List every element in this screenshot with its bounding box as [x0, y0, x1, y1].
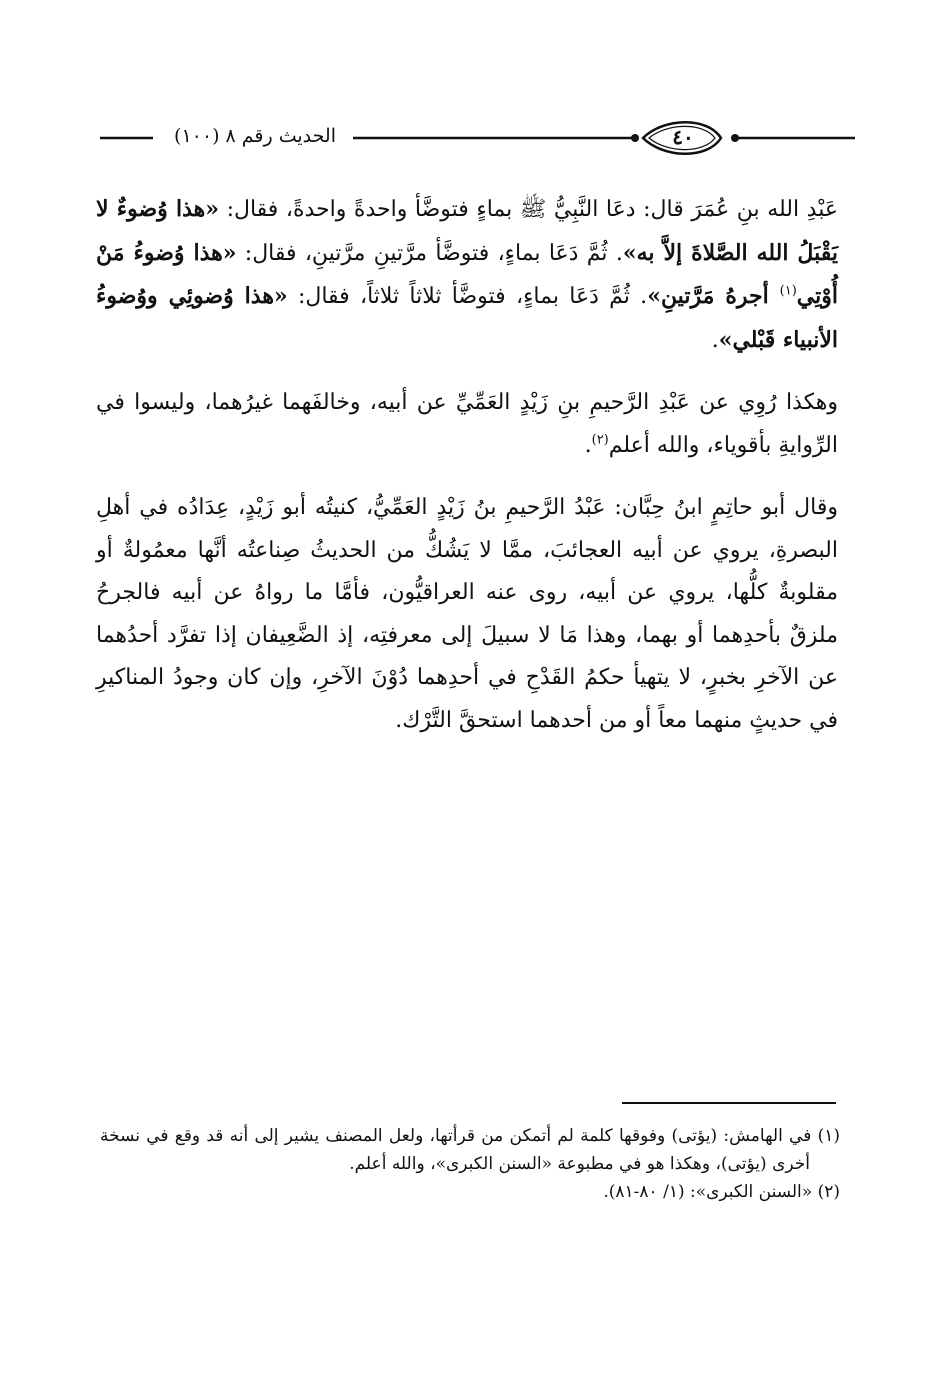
hadith-quote-3: «هذا وُضوئِي ووُضوءُ الأنبياء قَبْلي»: [96, 283, 838, 353]
hadith-quote-2b: أجرهُ مَرَّتينِ»: [647, 283, 780, 309]
paragraph-1-text-a: عَبْدِ الله بنِ عُمَرَ قال: دعَا النَّبِيُّ ﷺ بماءٍ فتوضَّأ واحدةً واحدةً، فقال:: [219, 197, 838, 222]
footnote-1: (١) في الهامش: (يؤتى) وفوقها كلمة لم أتمكن من قرأتها، ولعل المصنف يشير إلى أنه قد وقع في نسخة أخرى (يؤتى)، وهكذا هو في مطبوعة «السنن الكبرى»، والله أعلم.: [100, 1126, 840, 1174]
footnote-ref-1[interactable]: (١): [779, 283, 797, 299]
paragraph-3: [96, 487, 838, 742]
page-header: [95, 112, 855, 160]
paragraph-1-end: .: [711, 327, 719, 353]
running-title: الحديث رقم ٨ (١٠٠): [174, 125, 336, 147]
page-number: ٤٠: [672, 125, 694, 149]
footnote-2: (٢) «السنن الكبرى»: (١/ ٨٠-٨١).: [603, 1182, 840, 1202]
paragraph-2-text: وهكذا رُوِي عن عَبْدِ الرَّحيمِ بنِ زَيْدٍ العَمِّيِّ عن أبيه، وخالفَهما غيرُهما، وليسوا في الرِّوايةِ بأقوياء، والله أعلم: [96, 390, 838, 458]
paragraph-1-text-b: . ثُمَّ دَعَا بماءٍ، فتوضَّأ مرَّتينِ مرَّتينِ، فقال:: [236, 240, 623, 266]
footnote-divider: [622, 1102, 836, 1104]
footnotes: [100, 1122, 840, 1206]
paragraph-1-text-c: . ثُمَّ دَعَا بماءٍ، فتوضَّأ ثلاثاً ثلاثاً، فقال:: [287, 284, 648, 309]
footnote-ref-2[interactable]: (٢): [591, 432, 609, 448]
hadith-quote-2a: «هذا وُضوءُ مَنْ أُوْتِي: [96, 239, 838, 309]
paragraph-1: [96, 188, 838, 362]
paragraph-2-end: .: [584, 432, 592, 458]
paragraph-2: [96, 382, 838, 467]
main-text: [96, 188, 838, 742]
paragraph-3-text: وقال أبو حاتِمٍ ابنُ حِبَّان: عَبْدُ الرَّحيمِ بنُ زَيْدٍ العَمِّيُّ، كنيتُه أبو زَيْدٍ، عِدَادُه في أهلِ البصرةِ، يروي عن أبيه العجائبَ، ممَّا لا يَشُكُّ من الحديثُ صِناعتُه أنَّها معمُولةٌ أو مقلوبةٌ كلُّها، يروي عن أبيه، روى عنه العراقيُّون، فأمَّا ما رواهُ عن أبيه فالجرحُ ملزقٌ بأحدِهما أو بهما، وهذا مَا لا سبيلَ إلى معرفتِه، إذ الضَّعِيفان إذا تفرَّد أحدُهما عن الآخرِ بخبرٍ، لا يتهيأ حكمُ القَدْحِ في أحدِهما دُوْنَ الآخرِ، وإن كان وجودُ المناكيرِ في حديثٍ منهما معاً أو من أحدهما استحقَّ التَّرْك.: [96, 495, 839, 733]
hadith-quote-1: «هذا وُضوءٌ لا يَقْبَلُ الله الصَّلاةَ إلاَّ به»: [96, 196, 838, 266]
